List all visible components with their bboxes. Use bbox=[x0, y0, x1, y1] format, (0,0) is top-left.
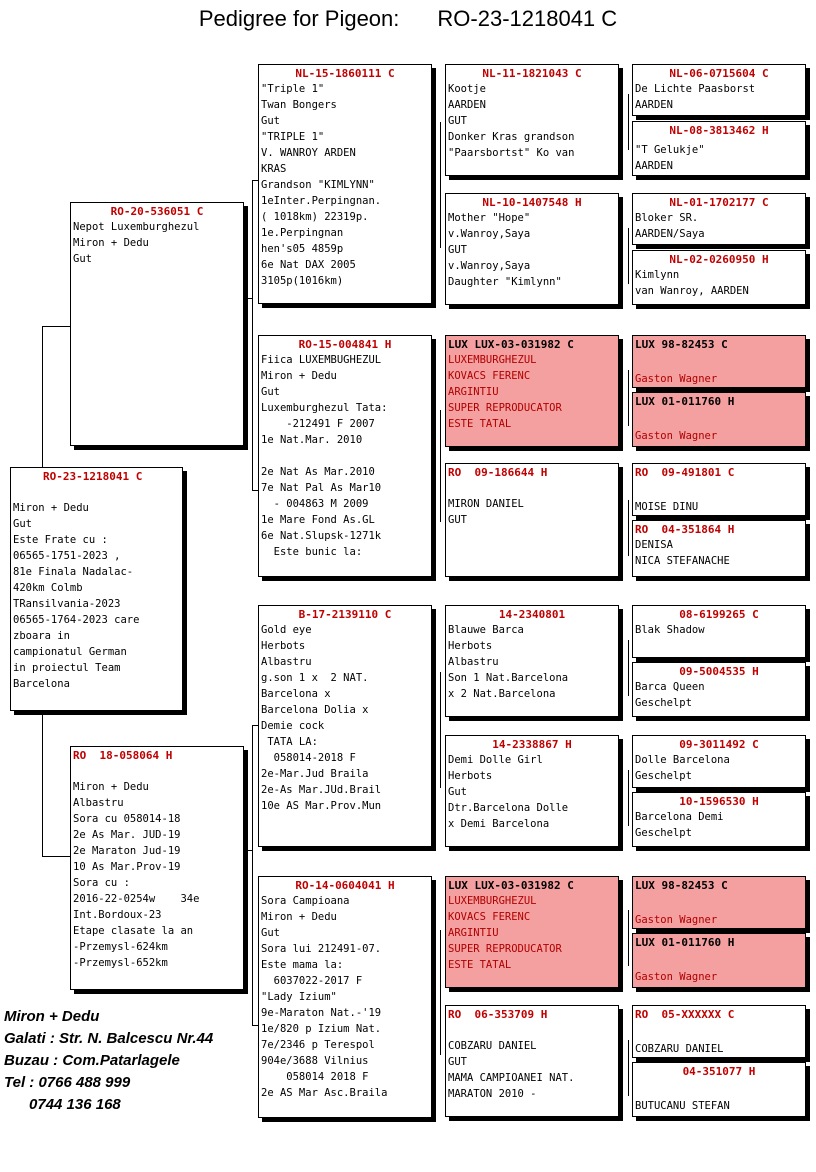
info-line: De Lichte Paasborst bbox=[635, 83, 756, 95]
info-line bbox=[73, 763, 241, 779]
info-line: x Demi Barcelona bbox=[448, 818, 550, 830]
info-line: Herbots bbox=[448, 770, 493, 782]
connector bbox=[440, 410, 441, 522]
info-line: GUT bbox=[448, 244, 467, 256]
info-line: ( 1018km) 22319p. bbox=[261, 211, 369, 223]
info-line bbox=[635, 893, 803, 912]
info-line: ARGINTIU bbox=[448, 927, 499, 939]
page-title bbox=[0, 6, 816, 32]
ring-number: LUX 01-011760 H bbox=[635, 936, 735, 949]
info-line: Dtr.Barcelona Dolle bbox=[448, 802, 569, 814]
connector bbox=[42, 712, 43, 856]
info-line bbox=[448, 1022, 616, 1038]
info-line: TRansilvania-2023 bbox=[13, 598, 121, 610]
info-line: AARDEN bbox=[635, 160, 673, 172]
info-line: 1e Mare Fond As.GL bbox=[261, 514, 375, 526]
info-line: Herbots bbox=[261, 640, 306, 652]
pedigree-card-gen4 bbox=[632, 735, 806, 788]
pedigree-card-sire bbox=[70, 202, 244, 446]
info-line: 058014 2018 F bbox=[261, 1071, 369, 1083]
ring-number: 14-2338867 H bbox=[492, 738, 572, 751]
info-line: 2e Maraton Jud-19 bbox=[73, 845, 181, 857]
contact-line: Tel : 0766 488 999 bbox=[4, 1074, 131, 1091]
ring-number: 14-2340801 bbox=[498, 608, 566, 621]
ring-number: LUX LUX-03-031982 C bbox=[448, 338, 574, 351]
info-line: Gut bbox=[448, 786, 467, 798]
info-line: g.son 1 x 2 NAT. bbox=[261, 672, 369, 684]
info-line: Daughter "Kimlynn" bbox=[448, 276, 562, 288]
pedigree-card-gen4 bbox=[632, 792, 806, 847]
info-line: Blauwe Barca bbox=[448, 624, 524, 636]
connector bbox=[628, 910, 629, 966]
pedigree-card-gen4 bbox=[632, 463, 806, 516]
info-line: Geschelpt bbox=[635, 697, 692, 709]
info-line bbox=[635, 1079, 803, 1098]
pedigree-card-gen3 bbox=[445, 64, 619, 176]
pedigree-card-gen4 bbox=[632, 876, 806, 929]
info-line: Miron + Dedu bbox=[13, 502, 89, 514]
pedigree-card-gen4 bbox=[632, 64, 806, 116]
ring-number: LUX LUX-03-031982 C bbox=[448, 879, 574, 892]
ring-number: RO 05-XXXXXX C bbox=[635, 1008, 735, 1021]
pedigree-card-dam-sire bbox=[258, 605, 432, 847]
info-line: 1e.Perpingnan bbox=[261, 227, 344, 239]
ring-number: NL-06-0715604 C bbox=[669, 67, 769, 80]
info-line: COBZARU DANIEL bbox=[448, 1040, 537, 1052]
pedigree-card-dam bbox=[70, 746, 244, 990]
info-line bbox=[635, 480, 803, 499]
info-line bbox=[635, 352, 803, 371]
ring-number: 04-351077 H bbox=[682, 1065, 756, 1078]
ring-number: 09-5004535 H bbox=[679, 665, 759, 678]
connector bbox=[252, 180, 253, 490]
info-line: 420km Colmb bbox=[13, 582, 83, 594]
ring-number: RO 09-491801 C bbox=[635, 466, 735, 479]
ring-number: 10-1596530 H bbox=[679, 795, 759, 808]
info-line bbox=[13, 484, 180, 500]
info-line: Mother "Hope" bbox=[448, 212, 531, 224]
connector bbox=[244, 298, 253, 299]
info-line: "T Gelukje" bbox=[635, 144, 705, 156]
ring-number: RO-14-0604041 H bbox=[295, 879, 395, 892]
info-line: 3105p(1016km) bbox=[261, 275, 344, 287]
info-line: GUT bbox=[448, 1056, 467, 1068]
info-line: Gaston Wagner bbox=[635, 373, 718, 385]
pedigree-card-gen4 bbox=[632, 193, 806, 245]
info-line: NICA STEFANACHE bbox=[635, 555, 730, 567]
pedigree-card-gen4 bbox=[632, 933, 806, 988]
info-line: - 004863 M 2009 bbox=[261, 498, 369, 510]
info-line: 2016-22-0254w 34e bbox=[73, 893, 200, 905]
info-line: zboara in bbox=[13, 630, 70, 642]
ring-number: LUX 98-82453 C bbox=[635, 879, 728, 892]
pedigree-card-sire-dam bbox=[258, 335, 432, 577]
pedigree-card-gen4 bbox=[632, 335, 806, 388]
info-line: ESTE TATAL bbox=[448, 418, 512, 430]
info-line: Este Frate cu : bbox=[13, 534, 108, 546]
connector bbox=[42, 856, 70, 857]
pedigree-card-gen3 bbox=[445, 335, 619, 447]
info-line: GUT bbox=[448, 514, 467, 526]
connector bbox=[244, 850, 253, 851]
info-line: ESTE TATAL bbox=[448, 959, 512, 971]
connector bbox=[628, 228, 629, 284]
info-line: Barcelona Dolia x bbox=[261, 704, 369, 716]
pedigree-card-gen4 bbox=[632, 250, 806, 305]
info-line bbox=[635, 1022, 803, 1041]
pedigree-card-gen4 bbox=[632, 520, 806, 577]
info-line: LUXEMBURGHEZUL bbox=[448, 354, 537, 366]
pedigree-card-subject bbox=[10, 467, 183, 711]
info-line: Grandson "KIMLYNN" bbox=[261, 179, 375, 191]
pedigree-card-gen3 bbox=[445, 876, 619, 988]
connector bbox=[628, 370, 629, 426]
info-line: campionatul German bbox=[13, 646, 127, 658]
info-line: 81e Finala Nadalac- bbox=[13, 566, 134, 578]
info-line: Miron + Dedu bbox=[261, 370, 337, 382]
info-line: Son 1 Nat.Barcelona bbox=[448, 672, 569, 684]
info-line: SUPER REPRODUCATOR bbox=[448, 402, 562, 414]
ring-number: NL-01-1702177 C bbox=[669, 196, 769, 209]
info-line: Sora lui 212491-07. bbox=[261, 943, 382, 955]
pedigree-card-gen3 bbox=[445, 463, 619, 577]
contact-line: Galati : Str. N. Balcescu Nr.44 bbox=[4, 1030, 214, 1047]
pedigree-card-gen3 bbox=[445, 735, 619, 847]
info-line: Barca Queen bbox=[635, 681, 705, 693]
connector bbox=[440, 122, 441, 248]
info-line: Barcelona x bbox=[261, 688, 331, 700]
ring-number: RO 18-058064 H bbox=[73, 749, 173, 762]
ring-number: NL-15-1860111 C bbox=[295, 67, 395, 80]
info-line: Albastru bbox=[261, 656, 312, 668]
title-ring: RO-23-1218041 C bbox=[437, 6, 618, 31]
info-line: 904e/3688 Vilnius bbox=[261, 1055, 369, 1067]
info-line: Gold eye bbox=[261, 624, 312, 636]
info-line: 2e Nat As Mar.2010 bbox=[261, 466, 375, 478]
info-line: v.Wanroy,Saya bbox=[448, 260, 531, 272]
info-line: 7e Nat Pal As Mar10 bbox=[261, 482, 382, 494]
title-label: Pedigree for Pigeon: bbox=[198, 6, 400, 31]
info-line: 2e-Mar.Jud Braila bbox=[261, 768, 369, 780]
connector bbox=[628, 770, 629, 826]
pedigree-card-gen4 bbox=[632, 605, 806, 658]
pedigree-card-gen4 bbox=[632, 662, 806, 717]
info-line: 6e Nat DAX 2005 bbox=[261, 259, 356, 271]
ring-number: B-17-2139110 C bbox=[298, 608, 392, 621]
info-line: COBZARU DANIEL bbox=[635, 1043, 724, 1055]
connector bbox=[628, 1040, 629, 1096]
pedigree-card-gen3 bbox=[445, 605, 619, 717]
contact-line: Miron + Dedu bbox=[4, 1008, 100, 1025]
info-line: x 2 Nat.Barcelona bbox=[448, 688, 556, 700]
pedigree-card-gen4 bbox=[632, 392, 806, 447]
info-line: 058014-2018 F bbox=[261, 752, 356, 764]
connector bbox=[628, 94, 629, 150]
info-line: Etape clasate la an bbox=[73, 925, 194, 937]
info-line: Sora Campioana bbox=[261, 895, 350, 907]
info-line: Gaston Wagner bbox=[635, 971, 718, 983]
info-line bbox=[635, 409, 803, 428]
info-line: AARDEN/Saya bbox=[635, 228, 705, 240]
info-line: "TRIPLE 1" bbox=[261, 131, 325, 143]
pedigree-card-gen4 bbox=[632, 1005, 806, 1058]
ring-number: NL-10-1407548 H bbox=[482, 196, 582, 209]
info-line: Twan Bongers bbox=[261, 99, 337, 111]
info-line: AARDEN bbox=[448, 99, 486, 111]
info-line: 2e AS Mar Asc.Braila bbox=[261, 1087, 388, 1099]
info-line: KRAS bbox=[261, 163, 287, 175]
info-line: KOVACS FERENC bbox=[448, 911, 531, 923]
info-line: V. WANROY ARDEN bbox=[261, 147, 356, 159]
pedigree-card-dam-dam bbox=[258, 876, 432, 1118]
info-line: Herbots bbox=[448, 640, 493, 652]
info-line: MAMA CAMPIOANEI NAT. bbox=[448, 1072, 575, 1084]
info-line: Demie cock bbox=[261, 720, 325, 732]
pedigree-card-gen3 bbox=[445, 1005, 619, 1117]
info-line: SUPER REPRODUCATOR bbox=[448, 943, 562, 955]
pedigree-card-gen4 bbox=[632, 121, 806, 176]
info-line: 6e Nat.Slupsk-1271k bbox=[261, 530, 382, 542]
info-line: Blak Shadow bbox=[635, 624, 705, 636]
info-line: in proiectul Team bbox=[13, 662, 121, 674]
info-line: Kimlynn bbox=[635, 269, 680, 281]
ring-number: RO 06-353709 H bbox=[448, 1008, 548, 1021]
info-line bbox=[261, 448, 429, 464]
info-line: Luxemburghezul Tata: bbox=[261, 402, 388, 414]
info-line: 6037022-2017 F bbox=[261, 975, 363, 987]
info-line: "Triple 1" bbox=[261, 83, 325, 95]
connector bbox=[628, 640, 629, 696]
info-line: Este bunic la: bbox=[261, 546, 363, 558]
connector bbox=[440, 672, 441, 788]
ring-number: RO 04-351864 H bbox=[635, 523, 735, 536]
info-line: TATA LA: bbox=[261, 736, 318, 748]
info-line: Kootje bbox=[448, 83, 486, 95]
info-line: Gaston Wagner bbox=[635, 914, 718, 926]
info-line: BUTUCANU STEFAN bbox=[635, 1100, 730, 1112]
info-line: Geschelpt bbox=[635, 827, 692, 839]
ring-number: RO-23-1218041 C bbox=[43, 470, 143, 483]
info-line: Barcelona bbox=[13, 678, 70, 690]
info-line: 2e As Mar. JUD-19 bbox=[73, 829, 181, 841]
ring-number: RO 09-186644 H bbox=[448, 466, 548, 479]
pedigree-card-sire-sire bbox=[258, 64, 432, 304]
info-line: ARGINTIU bbox=[448, 386, 499, 398]
info-line: LUXEMBURGHEZUL bbox=[448, 895, 537, 907]
info-line: Fiica LUXEMBUGHEZUL bbox=[261, 354, 382, 366]
info-line: Geschelpt bbox=[635, 770, 692, 782]
info-line: Miron + Dedu bbox=[261, 911, 337, 923]
info-line: Albastru bbox=[448, 656, 499, 668]
info-line: Int.Bordoux-23 bbox=[73, 909, 162, 921]
info-line: 1e Nat.Mar. 2010 bbox=[261, 434, 363, 446]
info-line: MIRON DANIEL bbox=[448, 498, 524, 510]
info-line: "Lady Izium" bbox=[261, 991, 337, 1003]
ring-number: 08-6199265 C bbox=[679, 608, 759, 621]
contact-line: 0744 136 168 bbox=[4, 1096, 121, 1113]
info-line: 10e AS Mar.Prov.Mun bbox=[261, 800, 382, 812]
connector bbox=[252, 725, 253, 1025]
info-line: KOVACS FERENC bbox=[448, 370, 531, 382]
info-line: 1e/820 p Izium Nat. bbox=[261, 1023, 382, 1035]
info-line: hen's05 4859p bbox=[261, 243, 344, 255]
info-line: Barcelona Demi bbox=[635, 811, 724, 823]
info-line: Gaston Wagner bbox=[635, 430, 718, 442]
info-line: Gut bbox=[73, 253, 92, 265]
info-line: Gut bbox=[13, 518, 32, 530]
ring-number: RO-20-536051 C bbox=[110, 205, 204, 218]
info-line: Este mama la: bbox=[261, 959, 344, 971]
info-line: DENISA bbox=[635, 539, 673, 551]
info-line: -212491 F 2007 bbox=[261, 418, 375, 430]
connector bbox=[628, 500, 629, 556]
info-line: AARDEN bbox=[635, 99, 673, 111]
pedigree-card-gen4 bbox=[632, 1062, 806, 1117]
connector bbox=[42, 326, 43, 468]
info-line: 06565-1751-2023 , bbox=[13, 550, 121, 562]
info-line: Miron + Dedu bbox=[73, 781, 149, 793]
info-line bbox=[635, 950, 803, 969]
info-line: Nepot Luxemburghezul bbox=[73, 221, 200, 233]
info-line: Gut bbox=[261, 115, 280, 127]
ring-number: NL-11-1821043 C bbox=[482, 67, 582, 80]
info-line: MARATON 2010 - bbox=[448, 1088, 537, 1100]
info-line: Miron + Dedu bbox=[73, 237, 149, 249]
info-line: -Przemysl-652km bbox=[73, 957, 168, 969]
info-line: "Paarsbortst" Ko van bbox=[448, 147, 575, 159]
info-line: 06565-1764-2023 care bbox=[13, 614, 140, 626]
ring-number: LUX 98-82453 C bbox=[635, 338, 728, 351]
connector bbox=[440, 930, 441, 1055]
info-line: Sora cu 058014-18 bbox=[73, 813, 181, 825]
info-line: Gut bbox=[261, 927, 280, 939]
info-line: van Wanroy, AARDEN bbox=[635, 285, 749, 297]
breeder-contact bbox=[4, 1006, 213, 1116]
info-line: 1eInter.Perpingnan. bbox=[261, 195, 382, 207]
info-line: Bloker SR. bbox=[635, 212, 699, 224]
info-line: 7e/2346 p Terespol bbox=[261, 1039, 375, 1051]
info-line: v.Wanroy,Saya bbox=[448, 228, 531, 240]
info-line: Demi Dolle Girl bbox=[448, 754, 543, 766]
info-line: 2e-As Mar.JUd.Brail bbox=[261, 784, 382, 796]
info-line: Sora cu : bbox=[73, 877, 130, 889]
info-line: Dolle Barcelona bbox=[635, 754, 730, 766]
info-line: Gut bbox=[261, 386, 280, 398]
ring-number: NL-02-0260950 H bbox=[669, 253, 769, 266]
ring-number: LUX 01-011760 H bbox=[635, 395, 735, 408]
info-line: MOISE DINU bbox=[635, 501, 699, 513]
ring-number: 09-3011492 C bbox=[679, 738, 759, 751]
connector bbox=[42, 326, 70, 327]
pedigree-card-gen3 bbox=[445, 193, 619, 305]
info-line: Donker Kras grandson bbox=[448, 131, 575, 143]
ring-number: NL-08-3813462 H bbox=[669, 124, 769, 137]
contact-line: Buzau : Com.Patarlagele bbox=[4, 1052, 180, 1069]
info-line: GUT bbox=[448, 115, 467, 127]
info-line: Albastru bbox=[73, 797, 124, 809]
info-line: 10 As Mar.Prov-19 bbox=[73, 861, 181, 873]
ring-number: RO-15-004841 H bbox=[298, 338, 392, 351]
info-line: 9e-Maraton Nat.-'19 bbox=[261, 1007, 382, 1019]
info-line: -Przemysl-624km bbox=[73, 941, 168, 953]
info-line bbox=[448, 480, 616, 496]
